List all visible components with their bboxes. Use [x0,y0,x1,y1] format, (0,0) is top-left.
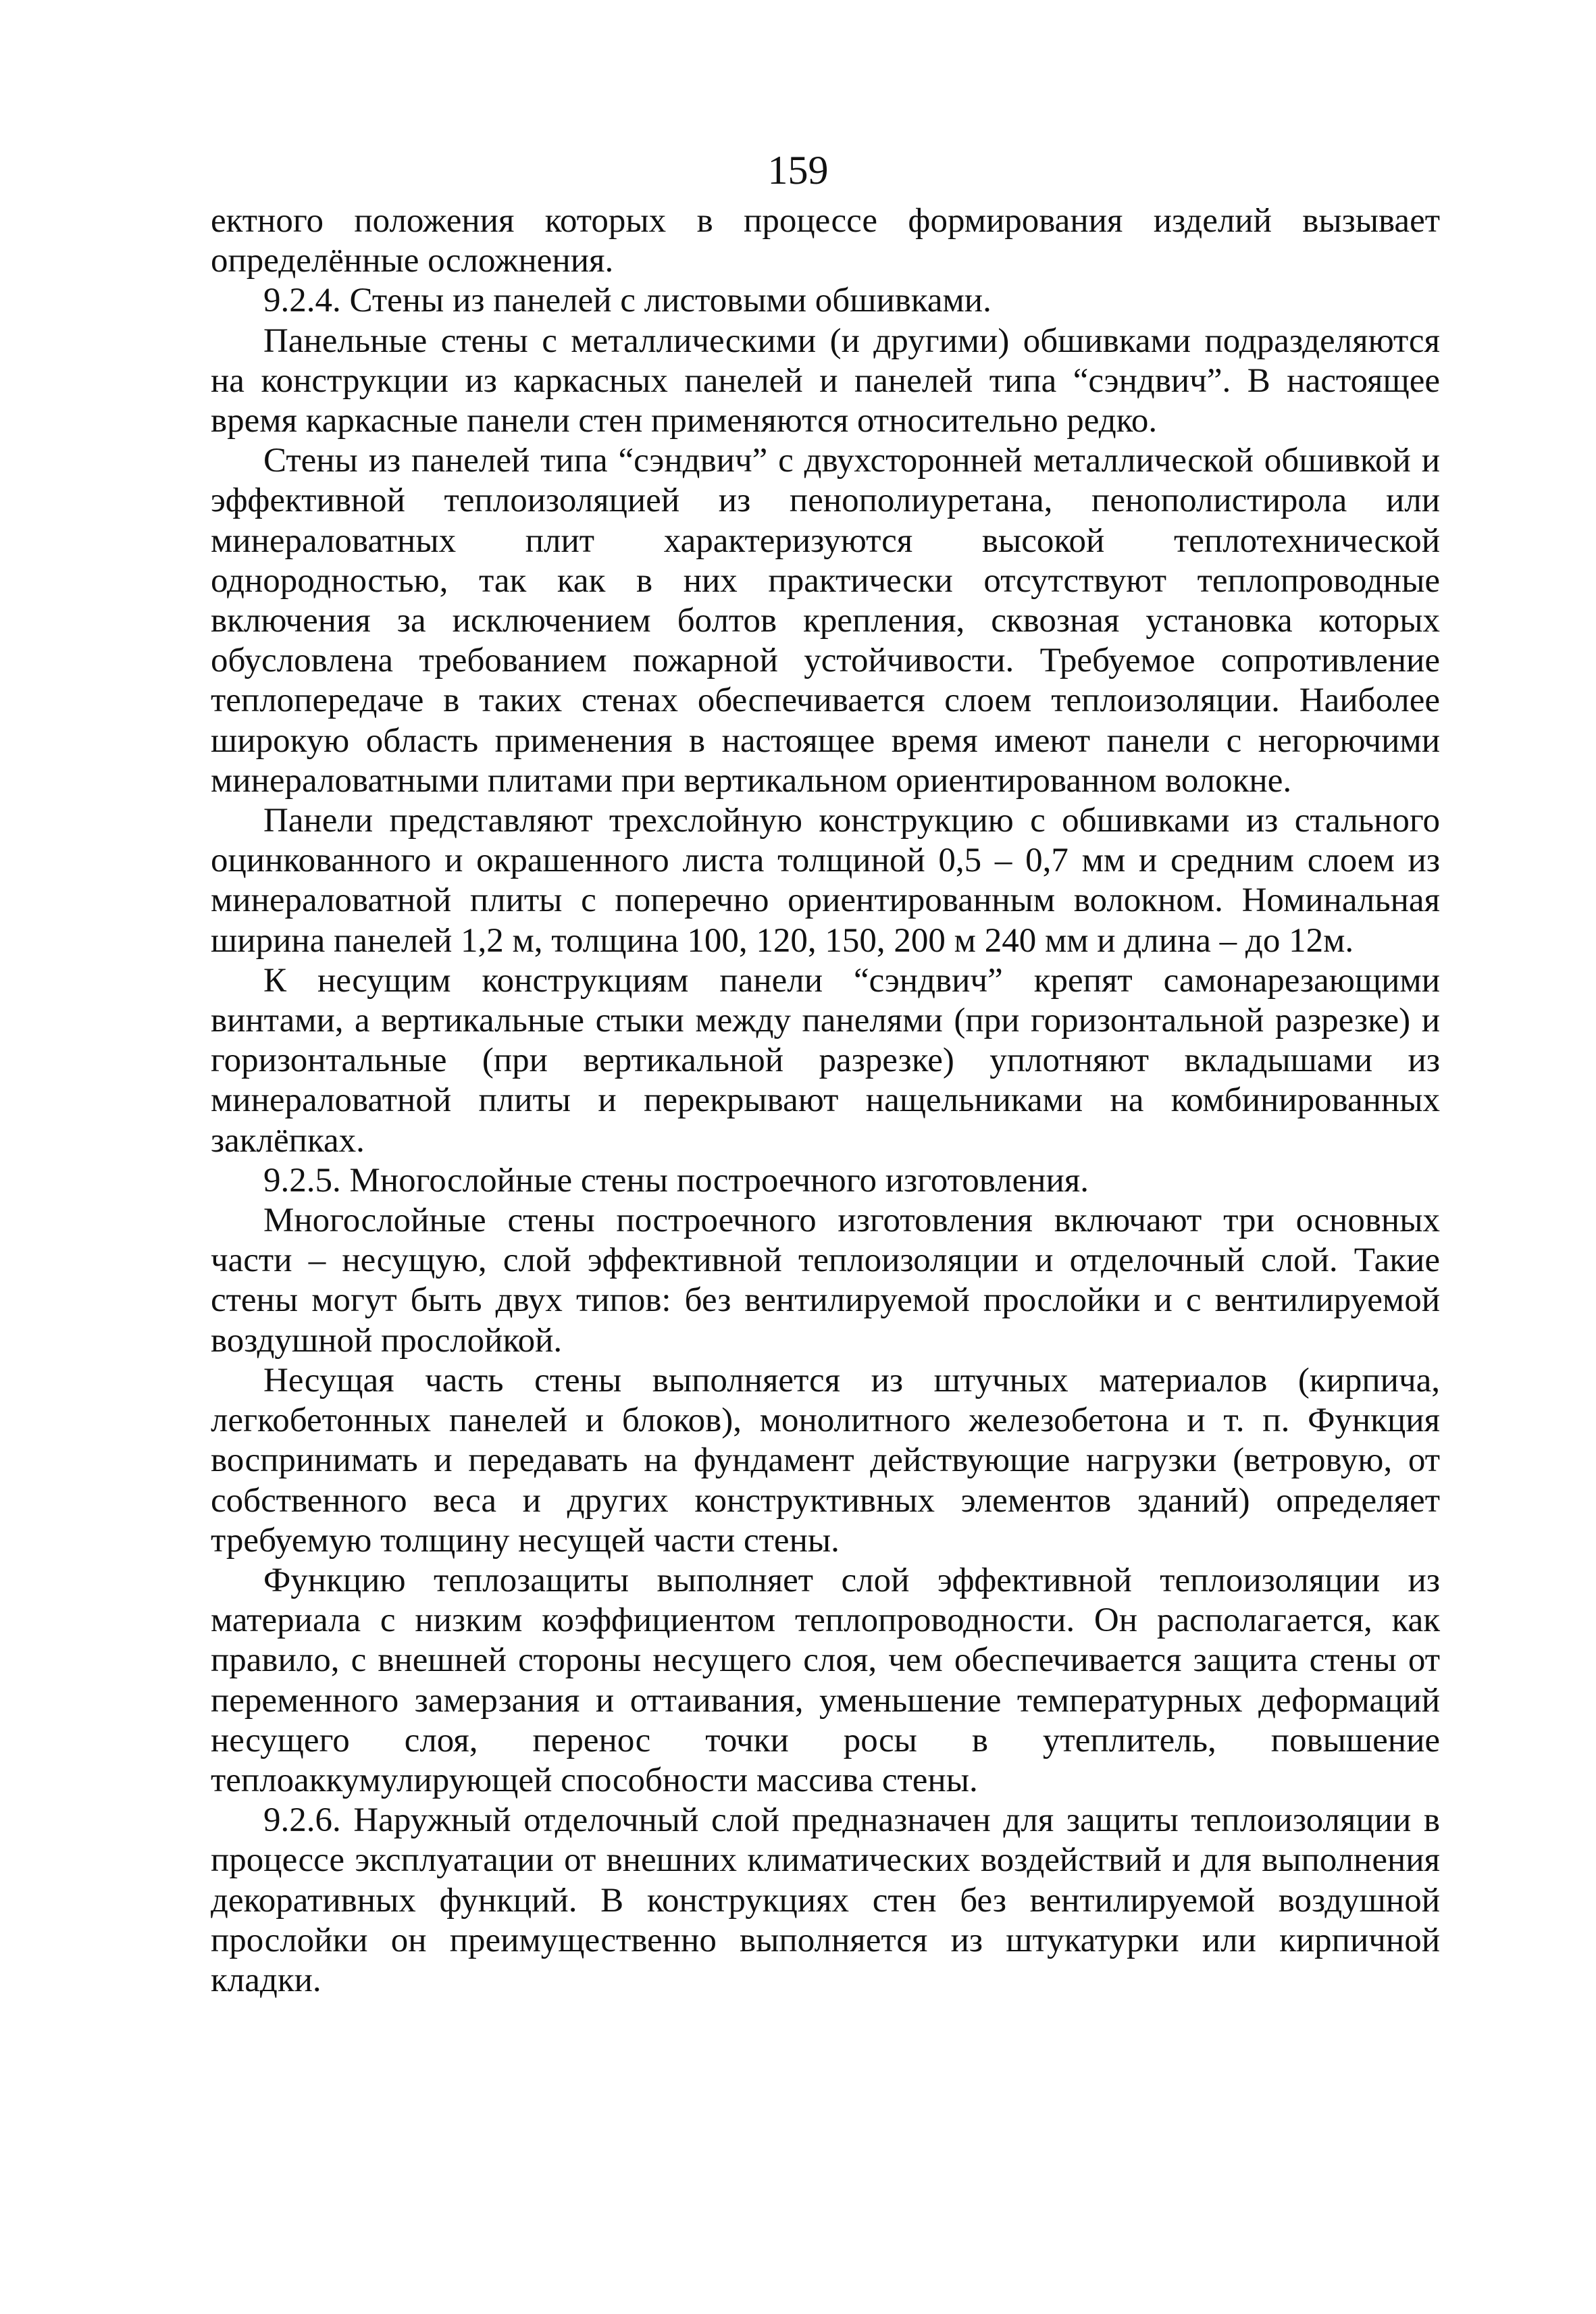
paragraph-continuation: ектного положения которых в процессе формирования изделий вызывает определённые осложнения. [211,202,1440,280]
paragraph: Панельные стены с металлическими (и другими) обшивками подразделяются на конструкции из каркасных панелей и панелей типа “сэндвич”. В настоящее время каркасные панели стен применяются относительно редко. [211,322,1440,440]
paragraph: Несущая часть стены выполняется из штучных материалов (кирпича, легкобетонных панелей и блоков), монолитного железобетона и т. п. Функция воспринимать и передавать на фундамент действующие нагрузки (ветровую, от собственного веса и других конструктивных элементов зданий) определяет требуемую толщину несущей части стены. [211,1361,1440,1560]
paragraph: Многослойные стены построечного изготовления включают три основных части – несущую, слой эффективной теплоизоляции и отделочный слой. Такие стены могут быть двух типов: без вентилируемой прослойки и с вентилируемой воздушной прослойкой. [211,1202,1440,1360]
section-paragraph-9-2-6: 9.2.6. Наружный отделочный слой предназначен для защиты теплоизоляции в процессе эксплуатации от внешних климатических воздействий и для выполнения декоративных функций. В конструкциях стен без вентилируемой воздушной прослойки он преимущественно выполняется из штукатурки или кирпичной кладки. [211,1801,1440,1999]
paragraph: Функцию теплозащиты выполняет слой эффективной теплоизоляции из материала с низким коэффициентом теплопроводности. Он располагается, как правило, с внешней стороны несущего слоя, чем обеспечивается защита стены от переменного замерзания и оттаивания, уменьшение температурных деформаций несущего слоя, перенос точки росы в утеплитель, повышение теплоаккумулирующей способности массива стены. [211,1561,1440,1799]
paragraph: Стены из панелей типа “сэндвич” с двухсторонней металлической обшивкой и эффективной теплоизоляцией из пенополиуретана, пенополистирола или минераловатных плит характеризуются высокой теплотехнической однородностью, так как в них практически отсутствуют теплопроводные включения за исключением болтов крепления, сквозная установка которых обусловлена требованием пожарной устойчивости. Требуемое сопротивление теплопередаче в таких стенах обеспечивается слоем теплоизоляции. Наиболее широкую область применения в настоящее время имеют панели с негорючими минераловатными плитами при вертикальном ориентированном волокне. [211,442,1440,800]
body-text [211,201,1440,2001]
paragraph: К несущим конструкциям панели “сэндвич” крепят самонарезающими винтами, а вертикальные стыки между панелями (при горизонтальной разрезке) и горизонтальные (при вертикальной разрезке) уплотняют вкладышами из минераловатной плиты и перекрывают нащельниками на комбинированных заклёпках. [211,961,1440,1160]
section-heading-9-2-5: 9.2.5. Многослойные стены построечного изготовления. [263,1161,1089,1200]
page-number: 159 [767,148,829,192]
section-heading-9-2-4: 9.2.4. Стены из панелей с листовыми обшивками. [263,282,992,320]
paragraph: Панели представляют трехслойную конструкцию с обшивками из стального оцинкованного и окрашенного листа толщиной 0,5 – 0,7 мм и средним слоем из минераловатной плиты с поперечно ориентированным волокном. Номинальная ширина панелей 1,2 м, толщина 100, 120, 150, 200 м 240 мм и длина – до 12м. [211,802,1440,960]
